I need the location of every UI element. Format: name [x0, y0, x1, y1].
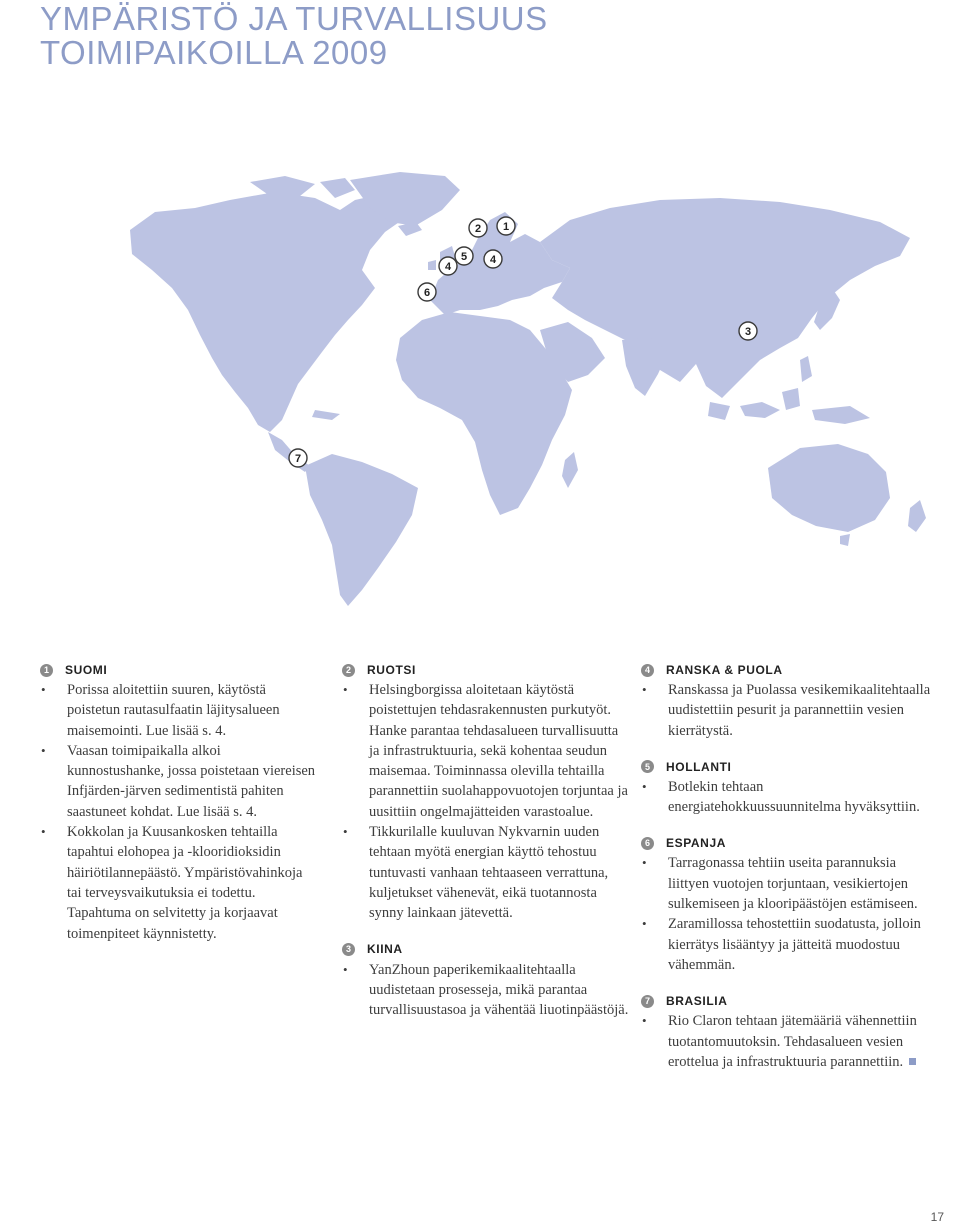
marker-2[interactable]: [469, 219, 487, 237]
section-kiina-header: [342, 940, 632, 960]
section-ruotsi-header: [342, 660, 632, 680]
asia-shape: [540, 198, 910, 398]
marker-6-label: 6: [423, 287, 431, 299]
page-number: 17: [930, 1210, 944, 1224]
section-title: SUOMI: [65, 662, 108, 677]
marker-3-label: 3: [744, 326, 752, 338]
marker-5-label: 5: [460, 251, 468, 263]
bullet-icon: •: [343, 682, 348, 697]
list-item-text: Tikkurilalle kuuluvan Nykvarnin uuden tehtaan myötä energian käyttö tehostuu tuntuvasti vanhaan tehtaaseen verrattuna, kuljetukset vähenevät, eikä tuotannosta synny lainkaan jätevettä.: [369, 824, 609, 922]
section-title: ESPANJA: [666, 836, 726, 851]
bullet-icon: •: [642, 682, 647, 697]
bullet-icon: •: [642, 1013, 647, 1029]
bullet-icon: •: [642, 855, 647, 871]
section-ranska-puola: [641, 660, 931, 741]
list-item: [40, 822, 320, 944]
section-ruotsi: [342, 660, 632, 924]
list-item-text: Helsingborgissa aloitetaan käytöstä poistettujen tehdasrakennusten purkutyöt. Hanke parantaa tehdasalueen turvallisuutta ja infrastruktuuria, sekä kohentaa seudun maisemaa. Toiminnassa olevilla tehtailla parannettiin suolahappovuotojen torjuntaa ja uusittiin ongelmajätteiden varastoalue.: [369, 682, 628, 820]
list-item: [641, 680, 931, 741]
section-suomi-list: [40, 680, 320, 944]
list-item-text: YanZhoun paperikemikaalitehtaalla uudistetaan prosesseja, mikä parantaa turvallisuustasoa ja vähentää liuotinpäästöjä.: [369, 961, 629, 1019]
end-mark-icon: [909, 1058, 916, 1065]
page-title-line-2: TOIMIPAIKOILLA 2009: [40, 34, 388, 71]
section-title: KIINA: [367, 942, 403, 957]
section-title: HOLLANTI: [666, 759, 732, 774]
page-title-line-1: YMPÄRISTÖ JA TURVALLISUUS: [40, 0, 548, 37]
bullet-icon: •: [642, 778, 647, 794]
india-shape: [622, 338, 668, 396]
section-kiina-list: [342, 960, 632, 1021]
list-item-text: Botlekin tehtaan energiatehokkuussuunnitelma hyväksyttiin.: [668, 778, 920, 816]
list-item: [40, 741, 320, 822]
world-map-svg: [100, 170, 940, 610]
list-item-text: Porissa aloitettiin suuren, käytöstä poistetun rautasulfaatin läjitysalueen maisemointi. Lue lisää s. 4.: [67, 682, 280, 739]
marker-6[interactable]: [418, 283, 436, 301]
list-item: [641, 1011, 931, 1072]
marker-3[interactable]: [739, 322, 757, 340]
section-kiina: [342, 940, 632, 1021]
page-title: [40, 2, 548, 70]
marker-4-poland[interactable]: [484, 250, 502, 268]
section-number-badge: 5: [641, 760, 654, 773]
list-item-text: Ranskassa ja Puolassa vesikemikaalitehtaalla uudistettiin pesurit ja parannettiin vesien kierrätystä.: [668, 682, 931, 739]
madagascar-shape: [562, 452, 578, 488]
bullet-icon: •: [343, 824, 348, 840]
marker-4-france[interactable]: [439, 257, 457, 275]
list-item: [641, 914, 931, 975]
marker-1[interactable]: [497, 217, 515, 235]
marker-5[interactable]: [455, 247, 473, 265]
section-number-badge: 1: [40, 664, 53, 677]
section-number-badge: 2: [342, 664, 355, 677]
section-number-badge: 6: [641, 837, 654, 850]
section-number-badge: 3: [342, 943, 355, 956]
marker-7[interactable]: [289, 449, 307, 467]
bullet-icon: •: [41, 824, 46, 840]
section-ranska-puola-list: [641, 680, 931, 741]
section-suomi-header: [40, 660, 320, 680]
section-ruotsi-list: [342, 680, 632, 924]
section-number-badge: 7: [641, 995, 654, 1008]
section-hollanti-header: [641, 757, 931, 777]
south-america-shape: [305, 454, 418, 606]
australia-shape: [768, 444, 890, 532]
world-map: [100, 170, 940, 610]
list-item-text: Tarragonassa tehtiin useita parannuksia liittyen vuotojen torjuntaan, vesikiertojen sulkemiseen ja klooripäästöjen estämiseen.: [668, 855, 918, 913]
column-1: [40, 660, 320, 960]
section-number-badge: 4: [641, 664, 654, 677]
marker-7-label: 7: [294, 453, 302, 465]
list-item: [342, 822, 632, 923]
section-espanja-header: [641, 833, 931, 853]
list-item: [40, 680, 320, 741]
list-item-text: Zaramillossa tehostettiin suodatusta, jolloin kierrätys lisääntyy ja jätteitä muodostuu vähemmän.: [668, 916, 921, 973]
list-item-text: Rio Claron tehtaan jätemääriä vähennettiin tuotantomuutoksin. Tehdasalueen vesien erottelua ja infrastruktuuria parannettiin.: [668, 1013, 917, 1070]
section-suomi: [40, 660, 320, 944]
section-brasilia-list: [641, 1011, 931, 1072]
section-espanja-list: [641, 853, 931, 975]
marker-2-label: 2: [474, 223, 482, 235]
iceland-shape: [398, 222, 422, 236]
marker-4-poland-label: 4: [489, 254, 497, 266]
section-brasilia-header: [641, 991, 931, 1011]
list-item: [641, 853, 931, 914]
column-2: [342, 660, 632, 1036]
marker-1-label: 1: [502, 221, 510, 233]
bullet-icon: •: [642, 916, 647, 932]
list-item: [641, 777, 931, 818]
list-item-text: Vaasan toimipaikalla alkoi kunnostushanke, jossa poistetaan viereisen Infjärden-järven sedimentistä pahiten saastuneet kohdat. Lue lisää s. 4.: [67, 742, 316, 820]
bullet-icon: •: [41, 742, 46, 758]
list-item-text: Kokkolan ja Kuusankosken tehtailla tapahtui elohopea ja -klooridioksidin häiriötilannepäästö. Ympäristövahinkoja tai terveysvaikutuksia ei todettu. Tapahtuma on selvitetty ja korjaavat toimenpiteet käynnistetty.: [67, 824, 303, 942]
column-3: [641, 660, 931, 1088]
section-espanja: [641, 833, 931, 975]
list-item: [342, 960, 632, 1021]
section-ranska-puola-header: [641, 660, 931, 680]
bullet-icon: •: [41, 682, 46, 697]
section-brasilia: [641, 991, 931, 1072]
marker-4-france-label: 4: [444, 261, 452, 273]
section-title: BRASILIA: [666, 994, 728, 1009]
north-america-shape: [130, 192, 420, 432]
bullet-icon: •: [343, 961, 348, 977]
section-hollanti-list: [641, 777, 931, 818]
section-title: RUOTSI: [367, 662, 416, 677]
list-item: [342, 680, 632, 822]
section-title: RANSKA & PUOLA: [666, 662, 783, 677]
section-hollanti: [641, 757, 931, 818]
